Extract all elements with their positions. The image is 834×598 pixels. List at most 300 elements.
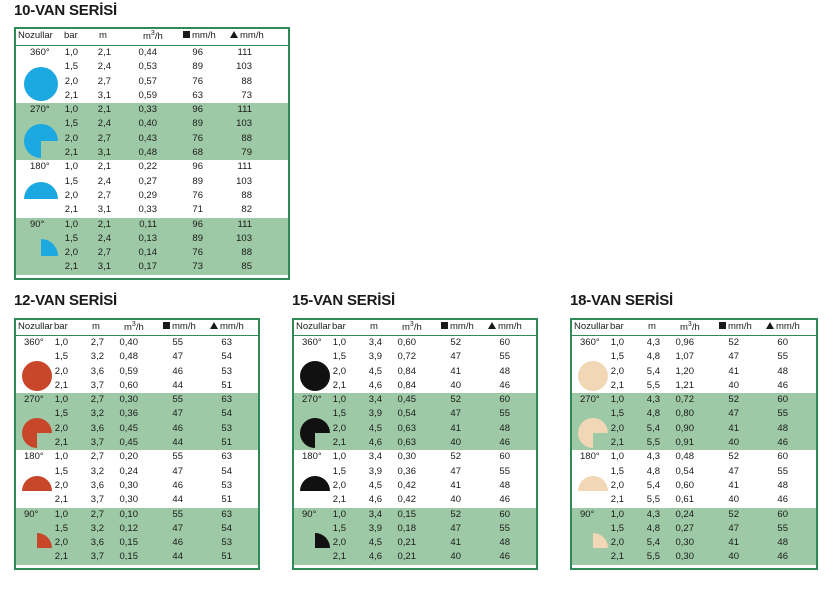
cell-square-rate: 89 bbox=[192, 61, 203, 73]
header-flow-base: m bbox=[143, 31, 151, 43]
cell-flow: 0,59 bbox=[119, 365, 138, 377]
cell-flow: 0,15 bbox=[397, 508, 416, 520]
cell-m: 2,1 bbox=[97, 218, 111, 230]
table-row bbox=[16, 493, 258, 507]
cell-flow: 0,44 bbox=[138, 47, 157, 58]
header-m: m bbox=[99, 30, 107, 41]
cell-square-rate: 40 bbox=[450, 437, 461, 449]
table-row bbox=[16, 422, 258, 436]
nozzle-group-360 bbox=[294, 336, 536, 393]
header-square-label: mm/h bbox=[728, 321, 752, 332]
cell-bar: 1,0 bbox=[610, 508, 624, 520]
cell-flow: 0,53 bbox=[138, 61, 157, 73]
cell-triangle-rate: 48 bbox=[499, 365, 510, 377]
nozzle-group-270 bbox=[572, 393, 816, 450]
cell-m: 4,3 bbox=[646, 394, 660, 406]
cell-flow: 0,48 bbox=[138, 147, 157, 159]
cell-m: 3,1 bbox=[97, 89, 111, 101]
cell-bar: 1,0 bbox=[54, 451, 68, 463]
cell-square-rate: 89 bbox=[192, 175, 203, 187]
cell-square-rate: 89 bbox=[192, 118, 203, 130]
cell-flow: 0,24 bbox=[119, 465, 138, 477]
cell-square-rate: 41 bbox=[728, 479, 739, 491]
nozzle-angle: 270° bbox=[30, 104, 50, 116]
table-row bbox=[294, 379, 536, 393]
cell-m: 3,2 bbox=[90, 465, 104, 477]
cell-square-rate: 76 bbox=[192, 132, 203, 144]
table-row bbox=[16, 260, 288, 274]
cell-triangle-rate: 103 bbox=[236, 175, 252, 187]
cell-m: 3,9 bbox=[368, 522, 382, 534]
cell-square-rate: 52 bbox=[728, 508, 739, 520]
cell-flow: 0,33 bbox=[138, 204, 157, 216]
cell-m: 3,6 bbox=[90, 422, 104, 434]
cell-triangle-rate: 60 bbox=[777, 508, 788, 520]
cell-flow: 0,15 bbox=[119, 551, 138, 563]
cell-square-rate: 55 bbox=[172, 451, 183, 463]
table-row bbox=[16, 203, 288, 217]
cell-triangle-rate: 46 bbox=[777, 494, 788, 506]
cell-flow: 0,21 bbox=[397, 551, 416, 563]
cell-m: 2,7 bbox=[97, 247, 111, 259]
cell-m: 3,4 bbox=[368, 394, 382, 406]
cell-triangle-rate: 103 bbox=[236, 232, 252, 244]
cell-flow: 1,07 bbox=[675, 351, 694, 363]
cell-square-rate: 52 bbox=[728, 394, 739, 406]
cell-m: 4,5 bbox=[368, 537, 382, 549]
cell-m: 3,9 bbox=[368, 465, 382, 477]
series-title: 12-VAN SERİSİ bbox=[14, 292, 117, 309]
cell-triangle-rate: 46 bbox=[777, 551, 788, 563]
cell-m: 2,7 bbox=[90, 394, 104, 406]
cell-m: 4,8 bbox=[646, 408, 660, 420]
cell-m: 2,1 bbox=[97, 104, 111, 116]
nozzle-angle: 90° bbox=[302, 508, 317, 520]
header-flow bbox=[124, 321, 144, 333]
cell-square-rate: 41 bbox=[450, 479, 461, 491]
cell-triangle-rate: 53 bbox=[221, 479, 232, 491]
cell-m: 5,5 bbox=[646, 494, 660, 506]
cell-square-rate: 40 bbox=[450, 379, 461, 391]
cell-m: 3,4 bbox=[368, 337, 382, 348]
cell-flow: 0,30 bbox=[397, 451, 416, 463]
cell-flow: 0,18 bbox=[397, 522, 416, 534]
cell-bar: 1,0 bbox=[610, 337, 624, 348]
cell-flow: 0,42 bbox=[397, 494, 416, 506]
cell-bar: 1,5 bbox=[332, 522, 346, 534]
cell-bar: 1,5 bbox=[332, 465, 346, 477]
cell-square-rate: 76 bbox=[192, 247, 203, 259]
square-icon bbox=[719, 322, 726, 329]
cell-m: 2,4 bbox=[97, 175, 111, 187]
cell-bar: 2,0 bbox=[332, 422, 346, 434]
nozzle-angle: 90° bbox=[24, 508, 39, 520]
cell-m: 4,3 bbox=[646, 337, 660, 348]
cell-square-rate: 41 bbox=[450, 422, 461, 434]
cell-square-rate: 96 bbox=[192, 218, 203, 230]
cell-m: 2,4 bbox=[97, 232, 111, 244]
cell-square-rate: 47 bbox=[172, 522, 183, 534]
cell-square-rate: 41 bbox=[728, 422, 739, 434]
cell-m: 2,7 bbox=[90, 337, 104, 348]
nozzle-group-180 bbox=[572, 450, 816, 507]
cell-triangle-rate: 63 bbox=[221, 451, 232, 463]
cell-m: 5,5 bbox=[646, 551, 660, 563]
cell-triangle-rate: 111 bbox=[237, 47, 252, 58]
table-row bbox=[294, 422, 536, 436]
table-row bbox=[16, 146, 288, 160]
series-table bbox=[570, 318, 818, 570]
table-row bbox=[16, 550, 258, 564]
cell-bar: 1,5 bbox=[64, 175, 78, 187]
cell-m: 3,6 bbox=[90, 537, 104, 549]
cell-m: 2,7 bbox=[90, 451, 104, 463]
table-row bbox=[16, 465, 258, 479]
cell-square-rate: 52 bbox=[450, 508, 461, 520]
header-bar: bar bbox=[332, 321, 346, 332]
cell-square-rate: 47 bbox=[450, 351, 461, 363]
table-row bbox=[294, 493, 536, 507]
cell-flow: 0,30 bbox=[675, 551, 694, 563]
cell-flow: 0,30 bbox=[119, 494, 138, 506]
cell-bar: 2,1 bbox=[610, 551, 624, 563]
table-row bbox=[16, 189, 288, 203]
header-bar: bar bbox=[610, 321, 624, 332]
cell-m: 4,5 bbox=[368, 422, 382, 434]
cell-m: 3,1 bbox=[97, 261, 111, 273]
cell-square-rate: 52 bbox=[450, 451, 461, 463]
header-triangle-label: mm/h bbox=[498, 321, 522, 332]
nozzle-angle: 360° bbox=[24, 337, 44, 348]
header-flow-unit: /h bbox=[154, 31, 163, 43]
table-header bbox=[16, 320, 258, 336]
cell-triangle-rate: 55 bbox=[499, 522, 510, 534]
cell-square-rate: 76 bbox=[192, 189, 203, 201]
nozzle-angle: 360° bbox=[302, 337, 322, 348]
table-row bbox=[572, 536, 816, 550]
cell-triangle-rate: 63 bbox=[221, 394, 232, 406]
header-nozzle: Nozullar bbox=[18, 30, 53, 41]
cell-triangle-rate: 48 bbox=[777, 365, 788, 377]
cell-square-rate: 44 bbox=[172, 437, 183, 449]
cell-bar: 1,5 bbox=[54, 408, 68, 420]
table-row bbox=[294, 407, 536, 421]
cell-bar: 1,0 bbox=[610, 451, 624, 463]
cell-square-rate: 63 bbox=[192, 89, 203, 101]
cell-square-rate: 71 bbox=[192, 204, 203, 216]
cell-m: 2,1 bbox=[97, 161, 111, 173]
cell-square-rate: 55 bbox=[172, 508, 183, 520]
table-row bbox=[294, 479, 536, 493]
nozzle-angle: 90° bbox=[30, 218, 45, 230]
cell-m: 2,7 bbox=[90, 508, 104, 520]
cell-triangle-rate: 103 bbox=[236, 118, 252, 130]
nozzle-group-270 bbox=[16, 393, 258, 450]
table-row bbox=[16, 393, 258, 407]
table-row bbox=[294, 336, 536, 350]
cell-square-rate: 96 bbox=[192, 47, 203, 58]
cell-m: 3,7 bbox=[90, 551, 104, 563]
cell-flow: 0,30 bbox=[119, 479, 138, 491]
table-row bbox=[572, 450, 816, 464]
header-square-rate bbox=[163, 321, 196, 332]
cell-bar: 1,0 bbox=[54, 394, 68, 406]
cell-m: 2,4 bbox=[97, 61, 111, 73]
table-row bbox=[16, 89, 288, 103]
cell-flow: 0,11 bbox=[139, 218, 157, 230]
nozzle-group-270 bbox=[16, 103, 288, 160]
cell-triangle-rate: 46 bbox=[499, 437, 510, 449]
cell-square-rate: 73 bbox=[192, 261, 203, 273]
cell-triangle-rate: 88 bbox=[241, 132, 252, 144]
triangle-icon bbox=[766, 322, 774, 329]
table-row bbox=[16, 350, 258, 364]
header-triangle-rate bbox=[766, 321, 800, 332]
table-row bbox=[16, 175, 288, 189]
cell-triangle-rate: 111 bbox=[237, 104, 252, 116]
table-header bbox=[572, 320, 816, 336]
cell-square-rate: 47 bbox=[450, 408, 461, 420]
table-row bbox=[16, 75, 288, 89]
cell-triangle-rate: 60 bbox=[499, 394, 510, 406]
cell-square-rate: 55 bbox=[172, 394, 183, 406]
cell-bar: 1,0 bbox=[64, 47, 78, 58]
cell-square-rate: 96 bbox=[192, 161, 203, 173]
cell-m: 3,7 bbox=[90, 379, 104, 391]
table-row bbox=[572, 336, 816, 350]
cell-bar: 1,0 bbox=[332, 451, 346, 463]
cell-flow: 0,17 bbox=[138, 261, 157, 273]
cell-m: 5,5 bbox=[646, 379, 660, 391]
cell-flow: 0,27 bbox=[138, 175, 157, 187]
cell-flow: 0,72 bbox=[675, 394, 694, 406]
cell-flow: 0,63 bbox=[397, 437, 416, 449]
table-row bbox=[16, 232, 288, 246]
nozzle-group-360 bbox=[16, 336, 258, 393]
cell-bar: 1,0 bbox=[332, 508, 346, 520]
cell-triangle-rate: 55 bbox=[499, 408, 510, 420]
cell-square-rate: 47 bbox=[728, 522, 739, 534]
cell-square-rate: 76 bbox=[192, 75, 203, 87]
cell-triangle-rate: 46 bbox=[777, 379, 788, 391]
cell-square-rate: 96 bbox=[192, 104, 203, 116]
cell-flow: 0,90 bbox=[675, 422, 694, 434]
nozzle-angle: 90° bbox=[580, 508, 595, 520]
nozzle-group-360 bbox=[16, 46, 288, 103]
header-square-label: mm/h bbox=[192, 30, 216, 41]
cell-flow: 0,13 bbox=[138, 232, 157, 244]
cell-square-rate: 41 bbox=[728, 365, 739, 377]
header-nozzle: Nozullar bbox=[18, 321, 53, 332]
cell-square-rate: 47 bbox=[728, 408, 739, 420]
series-table bbox=[14, 318, 260, 570]
cell-bar: 2,1 bbox=[54, 494, 68, 506]
cell-m: 2,7 bbox=[97, 189, 111, 201]
cell-triangle-rate: 54 bbox=[221, 351, 232, 363]
table-row bbox=[572, 350, 816, 364]
cell-square-rate: 40 bbox=[728, 494, 739, 506]
header-square-rate bbox=[183, 30, 216, 41]
cell-triangle-rate: 48 bbox=[777, 537, 788, 549]
cell-flow: 0,27 bbox=[675, 522, 694, 534]
square-icon bbox=[441, 322, 448, 329]
cell-bar: 2,0 bbox=[332, 537, 346, 549]
cell-flow: 0,21 bbox=[397, 537, 416, 549]
nozzle-group-90 bbox=[294, 508, 536, 565]
header-flow-sup: 3 bbox=[687, 321, 692, 328]
cell-bar: 2,0 bbox=[64, 132, 78, 144]
cell-bar: 1,5 bbox=[610, 465, 624, 477]
cell-bar: 2,0 bbox=[610, 422, 624, 434]
cell-triangle-rate: 46 bbox=[499, 551, 510, 563]
cell-m: 3,7 bbox=[90, 494, 104, 506]
cell-triangle-rate: 55 bbox=[777, 522, 788, 534]
cell-flow: 0,60 bbox=[119, 379, 138, 391]
header-square-label: mm/h bbox=[172, 321, 196, 332]
table-row bbox=[294, 465, 536, 479]
header-flow-base: m bbox=[680, 322, 688, 334]
cell-triangle-rate: 51 bbox=[221, 437, 232, 449]
cell-m: 3,1 bbox=[97, 147, 111, 159]
cell-bar: 2,0 bbox=[64, 189, 78, 201]
table-row bbox=[294, 393, 536, 407]
cell-flow: 0,60 bbox=[397, 337, 416, 348]
cell-flow: 0,63 bbox=[397, 422, 416, 434]
cell-m: 4,8 bbox=[646, 522, 660, 534]
cell-bar: 2,0 bbox=[64, 247, 78, 259]
cell-flow: 0,45 bbox=[119, 422, 138, 434]
table-header bbox=[16, 29, 288, 46]
table-row bbox=[16, 508, 258, 522]
triangle-icon bbox=[230, 31, 238, 38]
nozzle-angle: 360° bbox=[580, 337, 600, 348]
cell-m: 3,9 bbox=[368, 408, 382, 420]
cell-flow: 0,42 bbox=[397, 479, 416, 491]
cell-bar: 1,5 bbox=[64, 232, 78, 244]
header-triangle-rate bbox=[488, 321, 522, 332]
cell-triangle-rate: 88 bbox=[241, 247, 252, 259]
nozzle-angle: 270° bbox=[302, 394, 322, 406]
cell-m: 4,8 bbox=[646, 465, 660, 477]
cell-square-rate: 47 bbox=[728, 351, 739, 363]
table-row bbox=[16, 60, 288, 74]
table-row bbox=[16, 379, 258, 393]
cell-bar: 2,1 bbox=[64, 89, 78, 101]
series-table bbox=[292, 318, 538, 570]
cell-flow: 0,84 bbox=[397, 379, 416, 391]
table-row bbox=[294, 365, 536, 379]
table-row bbox=[16, 536, 258, 550]
cell-bar: 1,0 bbox=[64, 161, 78, 173]
cell-triangle-rate: 46 bbox=[499, 379, 510, 391]
table-row bbox=[294, 536, 536, 550]
header-bar: bar bbox=[64, 30, 78, 41]
cell-square-rate: 40 bbox=[450, 494, 461, 506]
cell-flow: 0,30 bbox=[675, 537, 694, 549]
cell-bar: 1,0 bbox=[332, 394, 346, 406]
table-row bbox=[16, 160, 288, 174]
cell-triangle-rate: 60 bbox=[499, 337, 510, 348]
cell-square-rate: 44 bbox=[172, 494, 183, 506]
cell-bar: 2,1 bbox=[64, 147, 78, 159]
header-flow-sup: 3 bbox=[150, 30, 155, 37]
cell-flow: 0,61 bbox=[675, 494, 694, 506]
cell-flow: 0,40 bbox=[138, 118, 157, 130]
header-flow-base: m bbox=[402, 322, 410, 334]
table-row bbox=[16, 246, 288, 260]
cell-m: 3,9 bbox=[368, 351, 382, 363]
cell-m: 3,7 bbox=[90, 437, 104, 449]
cell-bar: 1,5 bbox=[610, 408, 624, 420]
nozzle-angle: 270° bbox=[24, 394, 44, 406]
cell-flow: 0,57 bbox=[138, 75, 157, 87]
cell-triangle-rate: 63 bbox=[221, 508, 232, 520]
table-row bbox=[572, 422, 816, 436]
cell-bar: 1,5 bbox=[64, 61, 78, 73]
cell-triangle-rate: 54 bbox=[221, 465, 232, 477]
cell-bar: 2,0 bbox=[332, 479, 346, 491]
cell-bar: 1,0 bbox=[610, 394, 624, 406]
triangle-icon bbox=[488, 322, 496, 329]
series-title: 15-VAN SERİSİ bbox=[292, 292, 395, 309]
table-row bbox=[572, 465, 816, 479]
cell-flow: 0,14 bbox=[138, 247, 157, 259]
table-row bbox=[572, 436, 816, 450]
cell-m: 2,7 bbox=[97, 132, 111, 144]
cell-m: 5,5 bbox=[646, 437, 660, 449]
cell-bar: 1,5 bbox=[332, 351, 346, 363]
cell-triangle-rate: 53 bbox=[221, 422, 232, 434]
table-row bbox=[16, 436, 258, 450]
cell-square-rate: 44 bbox=[172, 551, 183, 563]
cell-triangle-rate: 60 bbox=[499, 451, 510, 463]
nozzle-group-270 bbox=[294, 393, 536, 450]
cell-bar: 1,5 bbox=[54, 465, 68, 477]
cell-square-rate: 40 bbox=[728, 437, 739, 449]
cell-triangle-rate: 60 bbox=[777, 337, 788, 348]
cell-bar: 2,0 bbox=[54, 422, 68, 434]
series-table bbox=[14, 27, 290, 280]
header-triangle-label: mm/h bbox=[220, 321, 244, 332]
cell-m: 4,8 bbox=[646, 351, 660, 363]
header-m: m bbox=[92, 321, 100, 332]
nozzle-group-90 bbox=[16, 218, 288, 275]
table-row bbox=[16, 336, 258, 350]
table-row bbox=[572, 550, 816, 564]
cell-bar: 2,1 bbox=[610, 494, 624, 506]
cell-bar: 2,1 bbox=[54, 551, 68, 563]
table-row bbox=[16, 46, 288, 60]
header-flow bbox=[402, 321, 422, 333]
cell-triangle-rate: 48 bbox=[777, 479, 788, 491]
nozzle-angle: 360° bbox=[30, 47, 50, 58]
cell-flow: 0,48 bbox=[119, 351, 138, 363]
cell-triangle-rate: 55 bbox=[499, 351, 510, 363]
table-row bbox=[16, 407, 258, 421]
cell-m: 5,4 bbox=[646, 537, 660, 549]
table-row bbox=[294, 508, 536, 522]
cell-flow: 0,29 bbox=[138, 189, 157, 201]
cell-square-rate: 55 bbox=[172, 337, 183, 348]
cell-bar: 2,1 bbox=[332, 437, 346, 449]
cell-triangle-rate: 88 bbox=[241, 75, 252, 87]
cell-square-rate: 46 bbox=[172, 422, 183, 434]
cell-bar: 2,1 bbox=[64, 204, 78, 216]
cell-triangle-rate: 51 bbox=[221, 551, 232, 563]
cell-bar: 2,1 bbox=[332, 551, 346, 563]
cell-bar: 1,5 bbox=[332, 408, 346, 420]
cell-flow: 0,40 bbox=[119, 337, 138, 348]
